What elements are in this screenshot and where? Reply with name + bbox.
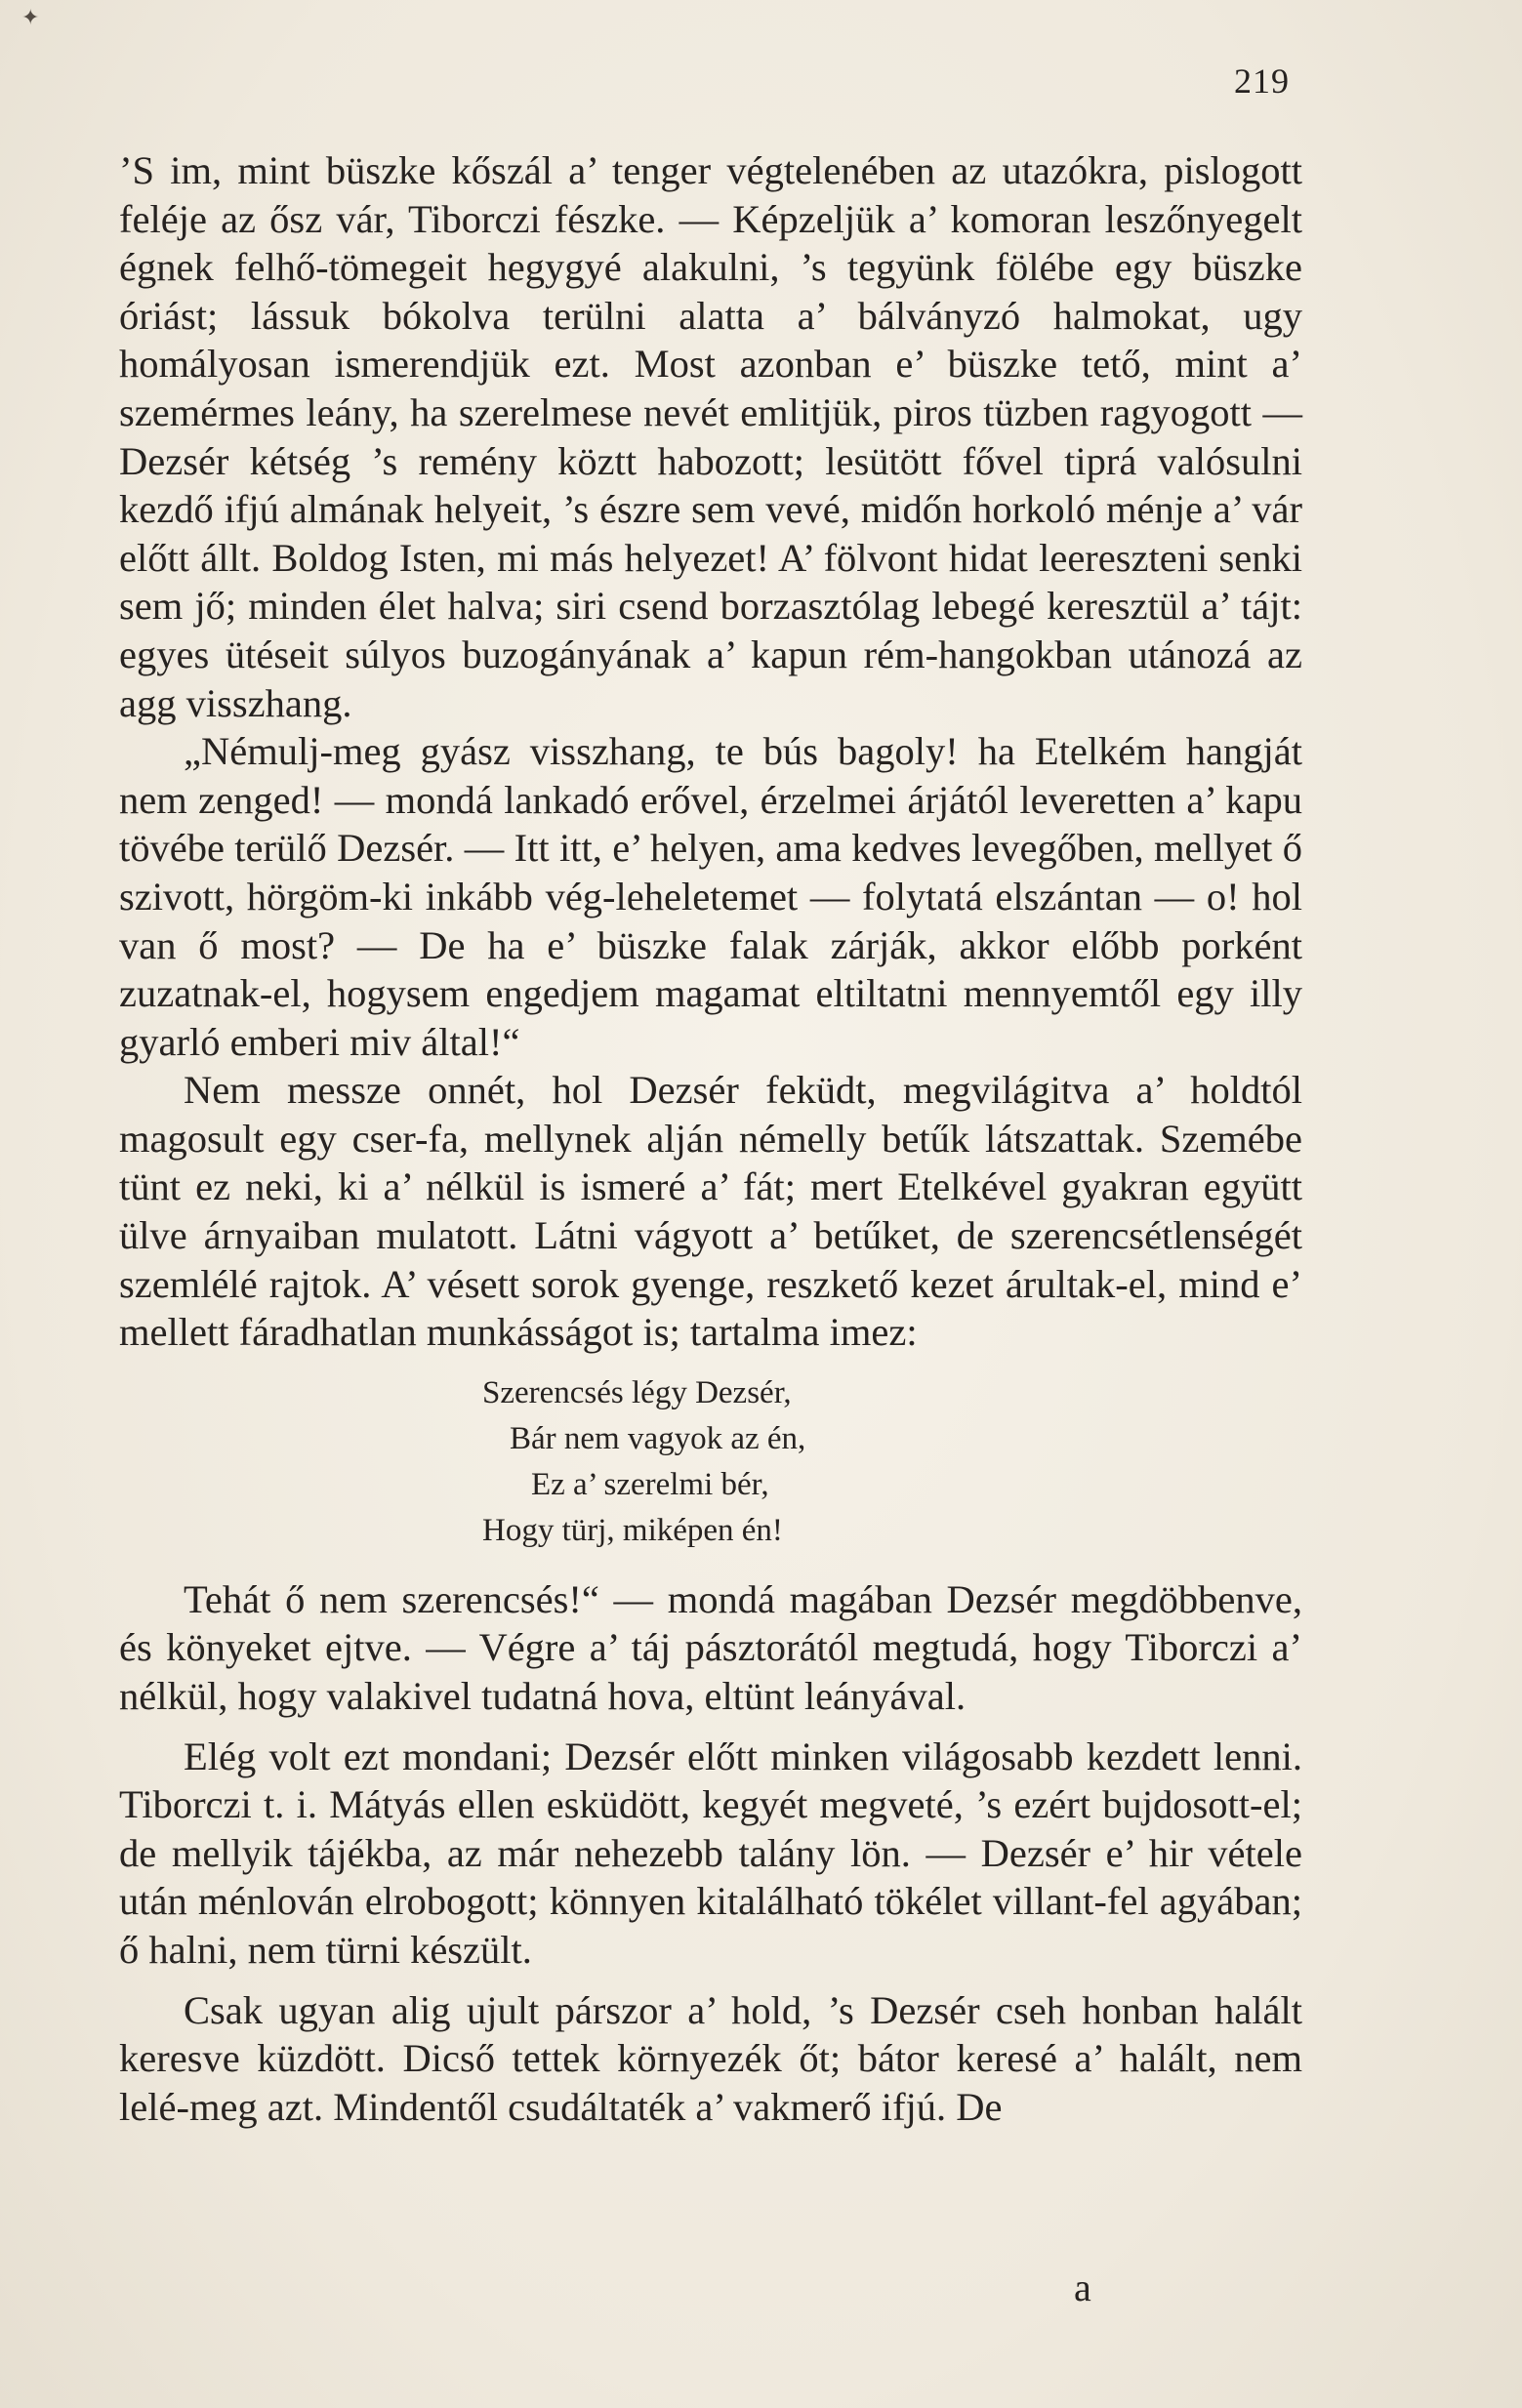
paragraph-2: „Némulj-meg gyász visszhang, te bús bagoly! ha Etelkém hangját nem zenged! — mondá lankadó erővel, érzelmei árjától leveretten a’ kapu tövébe terülő Dezsér. — Itt itt, e’ helyen, ama kedves levegőben, mellyet ő szivott, hörgöm-ki inkább vég-leheletemet — folytatá elszántan — o! hol van ő most? — De ha e’ büszke falak zárják, akkor előbb porként zuzatnak-el, hogysem engedjem magamat eltiltatni mennyemtől egy illy gyarló emberi miv által!“ (119, 729, 1302, 1064)
poem-line: Ez a’ szerelmi bér, (531, 1466, 769, 1502)
paragraph-4: Tehát ő nem szerencsés!“ — mondá magában Dezsér megdöbbenve, és könyeket ejtve. — Végre a’ táj pásztorától megtudá, hogy Tiborczi a’ nélkül, hogy valakivel tudatná hova, eltünt leányával. (119, 1576, 1302, 1719)
inscription-poem (482, 1370, 1302, 1554)
catchword: a (1074, 2265, 1091, 2309)
main-text (119, 146, 1302, 2131)
ink-mark: ✦ (21, 6, 40, 30)
poem-line: Bár nem vagyok az én, (510, 1420, 806, 1456)
paragraph-3: Nem messze onnét, hol Dezsér feküdt, megvilágitva a’ holdtól magosult egy cser-fa, mellynek alján némelly betűk látszattak. Szemébe tünt ez neki, ki a’ nélkül is ismeré a’ fát; mert Etelkével gyakran együtt ülve árnyaiban mulatott. Látni vágyott a’ betűket, de szerencsétlenségét szemlélé rajtok. A’ vésett sorok gyenge, reszkető kezet árultak-el, mind e’ mellett fáradhatlan munkásságot is; tartalma imez: (119, 1068, 1302, 1355)
paragraph-5: Elég volt ezt mondani; Dezsér előtt minken világosabb kezdett lenni. Tiborczi t. i. Mátyás ellen esküdött, kegyét megveté, ’s ezért bujdosott-el; de mellyik tájékba, az már nehezebb talány lön. — Dezsér e’ hir vétele után ménlován elrobogott; könnyen kitalálható tökélet villant-fel agyában; ő halni, nem türni készült. (119, 1734, 1302, 1972)
paragraph-6: Csak ugyan alig ujult párszor a’ hold, ’s Dezsér cseh honban halált keresve küzdött. Dicső tettek környezék őt; bátor keresé a’ halált, nem lelé-meg azt. Mindentől csudáltaték a’ vakmerő ifjú. De (119, 1987, 1302, 2129)
page-number: 219 (1234, 61, 1290, 101)
poem-line: Szerencsés légy Dezsér, (482, 1374, 792, 1410)
paragraph-1: ’S im, mint büszke kőszál a’ tenger végtelenében az utazókra, pislogott feléje az ősz vár, Tiborczi fészke. — Képzeljük a’ komoran leszőnyegelt égnek felhő-tömegeit hegygyé alakulni, ’s tegyünk fölébe egy büszke óriást; lássuk bókolva terülni alatta a’ bálványzó halmokat, ugy homályosan ismerendjük ezt. Most azonban e’ büszke tető, mint a’ szemérmes leány, ha szerelmese nevét emlitjük, piros tüzben ragyogott — Dezsér kétség ’s remény köztt habozott; lesütött fővel tiprá valósulni kezdő ifjú almának helyeit, ’s észre sem vevé, midőn horkoló ménje a’ vár előtt állt. Boldog Isten, mi más helyezet! A’ fölvont hidat leereszteni senki sem jő; minden élet halva; siri csend borzasztólag lebegé keresztül a’ tájt: egyes ütéseit súlyos buzogányának a’ kapun rém-hangokban utánozá az agg visszhang. (119, 148, 1302, 725)
poem-line: Hogy türj, miképen én! (482, 1512, 783, 1548)
